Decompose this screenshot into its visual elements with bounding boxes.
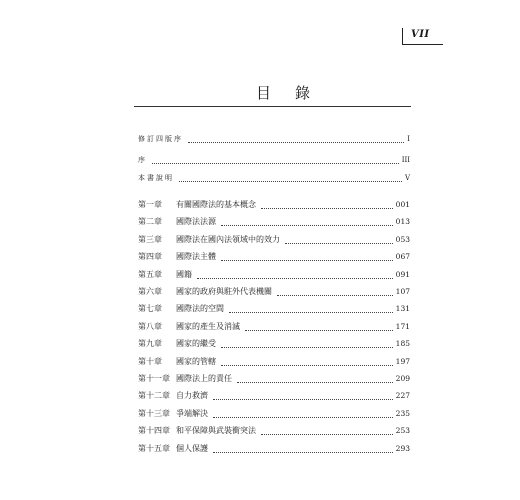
toc-entry[interactable]	[138, 285, 410, 297]
chapter-title: 自力救濟	[176, 391, 208, 401]
dot-leader	[188, 136, 404, 143]
dot-leader	[221, 359, 393, 366]
dot-leader	[152, 157, 399, 164]
dot-leader	[213, 446, 393, 453]
toc-entry-label	[138, 426, 256, 436]
dot-leader	[285, 237, 393, 244]
toc-entry[interactable]	[138, 442, 410, 454]
toc-page-number: I	[407, 135, 410, 143]
toc-entry[interactable]	[138, 233, 410, 245]
toc-entry-label	[138, 339, 216, 349]
chapter-title: 有關國際法的基本概念	[176, 200, 256, 209]
chapter-title: 國家的政府與駐外代表機關	[176, 287, 272, 296]
title-divider	[134, 106, 411, 107]
dot-leader	[237, 376, 393, 383]
dot-leader	[179, 175, 402, 182]
chapter-number: 第七章	[138, 304, 162, 314]
toc-entry[interactable]	[138, 215, 410, 227]
toc-entry-label	[138, 134, 183, 144]
toc-page-number: 185	[395, 339, 410, 349]
toc-entry[interactable]	[138, 198, 410, 210]
toc-entry-label	[138, 357, 216, 367]
chapter-number: 第三章	[138, 234, 162, 244]
chapter-title: 國際法主體	[176, 252, 216, 262]
toc-entry-label	[138, 322, 240, 332]
chapter-title: 國際法的空間	[176, 304, 224, 314]
toc-entry-label	[138, 444, 208, 454]
toc-page-number: 067	[395, 252, 410, 262]
toc-page-number: V	[404, 174, 410, 182]
toc-entry-label	[138, 391, 208, 401]
chapter-number: 第十五章	[138, 443, 170, 453]
toc-page-number: 053	[395, 234, 410, 244]
chapter-title: 國家的繼受	[176, 339, 216, 349]
toc-page-number: 131	[395, 304, 410, 314]
toc-page-number: III	[401, 156, 410, 164]
toc-entry-label	[138, 200, 256, 210]
toc-page-number: 293	[395, 443, 410, 453]
chapter-number: 第一章	[138, 200, 162, 209]
toc-entry-label	[138, 304, 224, 314]
toc-entry[interactable]	[138, 355, 410, 367]
toc-page-number: 253	[395, 426, 410, 436]
chapter-title: 個人保護	[176, 443, 208, 453]
toc-entry-label	[138, 374, 232, 384]
chapter-number: 第二章	[138, 217, 162, 227]
chapter-number: 第十二章	[138, 391, 170, 401]
dot-leader	[221, 254, 393, 261]
toc-entry[interactable]	[138, 250, 410, 262]
toc-entry[interactable]	[138, 389, 410, 401]
chapter-number: 第十一章	[138, 374, 170, 383]
front-matter-title: 本書說明	[138, 174, 174, 182]
toc-entry-label	[138, 235, 280, 245]
chapter-number: 第十章	[138, 356, 162, 366]
toc-page-number: 001	[395, 200, 410, 209]
chapter-number: 第九章	[138, 339, 162, 349]
chapter-number: 第十四章	[138, 426, 170, 436]
dot-leader	[277, 289, 393, 296]
toc-entry[interactable]	[138, 337, 410, 349]
dot-leader	[261, 428, 393, 435]
toc-entry-label	[138, 155, 147, 165]
dot-leader	[213, 411, 393, 418]
chapter-title: 國際法上的責任	[176, 374, 232, 383]
toc-entry[interactable]	[138, 302, 410, 314]
chapter-title: 國籍	[176, 269, 192, 279]
toc-entry[interactable]	[138, 372, 410, 384]
dot-leader	[221, 219, 393, 226]
chapter-title: 國家的管轄	[176, 356, 216, 366]
toc-entry-label	[138, 173, 174, 183]
toc-page-number: 235	[395, 408, 410, 418]
chapter-title: 爭端解決	[176, 408, 208, 418]
toc-page-number: 107	[395, 287, 410, 296]
toc-entry-label	[138, 217, 216, 227]
chapter-title: 和平保障與武裝衝突法	[176, 426, 256, 436]
dot-leader	[221, 341, 393, 348]
toc-entry[interactable]	[138, 407, 410, 419]
chapter-number: 第十三章	[138, 408, 170, 418]
toc-entry-label	[138, 270, 192, 280]
chapter-title: 國際法在國內法領域中的效力	[176, 234, 280, 244]
page-title: 目錄	[256, 84, 335, 102]
chapter-number: 第五章	[138, 269, 162, 279]
toc-page-number: 013	[395, 217, 410, 227]
chapter-title: 國際法法源	[176, 217, 216, 227]
dot-leader	[261, 202, 393, 209]
chapter-number: 第八章	[138, 321, 162, 331]
toc-page-number: 227	[395, 391, 410, 401]
toc-entry-label	[138, 409, 208, 419]
toc-page-number: 091	[395, 269, 410, 279]
toc-page-number: 197	[395, 356, 410, 366]
toc-entry-label	[138, 252, 216, 262]
front-matter-title: 序	[138, 156, 147, 164]
toc-page-number: 171	[395, 321, 410, 331]
chapter-title: 國家的產生及消滅	[176, 321, 240, 331]
dot-leader	[213, 393, 393, 400]
dot-leader	[197, 272, 393, 279]
toc-entry[interactable]	[138, 132, 410, 144]
front-matter-title: 修訂四版序	[138, 135, 183, 143]
page-number: VII	[411, 29, 430, 40]
page-number-box	[402, 28, 443, 45]
toc-entry[interactable]	[138, 268, 410, 280]
dot-leader	[245, 324, 393, 331]
toc-entry-label	[138, 287, 272, 297]
dot-leader	[229, 306, 393, 313]
toc-entry[interactable]	[138, 153, 410, 165]
toc-page-number: 209	[395, 374, 410, 383]
chapter-number: 第四章	[138, 252, 162, 262]
toc-entry[interactable]	[138, 320, 410, 332]
chapter-number: 第六章	[138, 287, 162, 296]
toc-entry[interactable]	[138, 424, 410, 436]
toc-entry[interactable]	[138, 171, 410, 183]
